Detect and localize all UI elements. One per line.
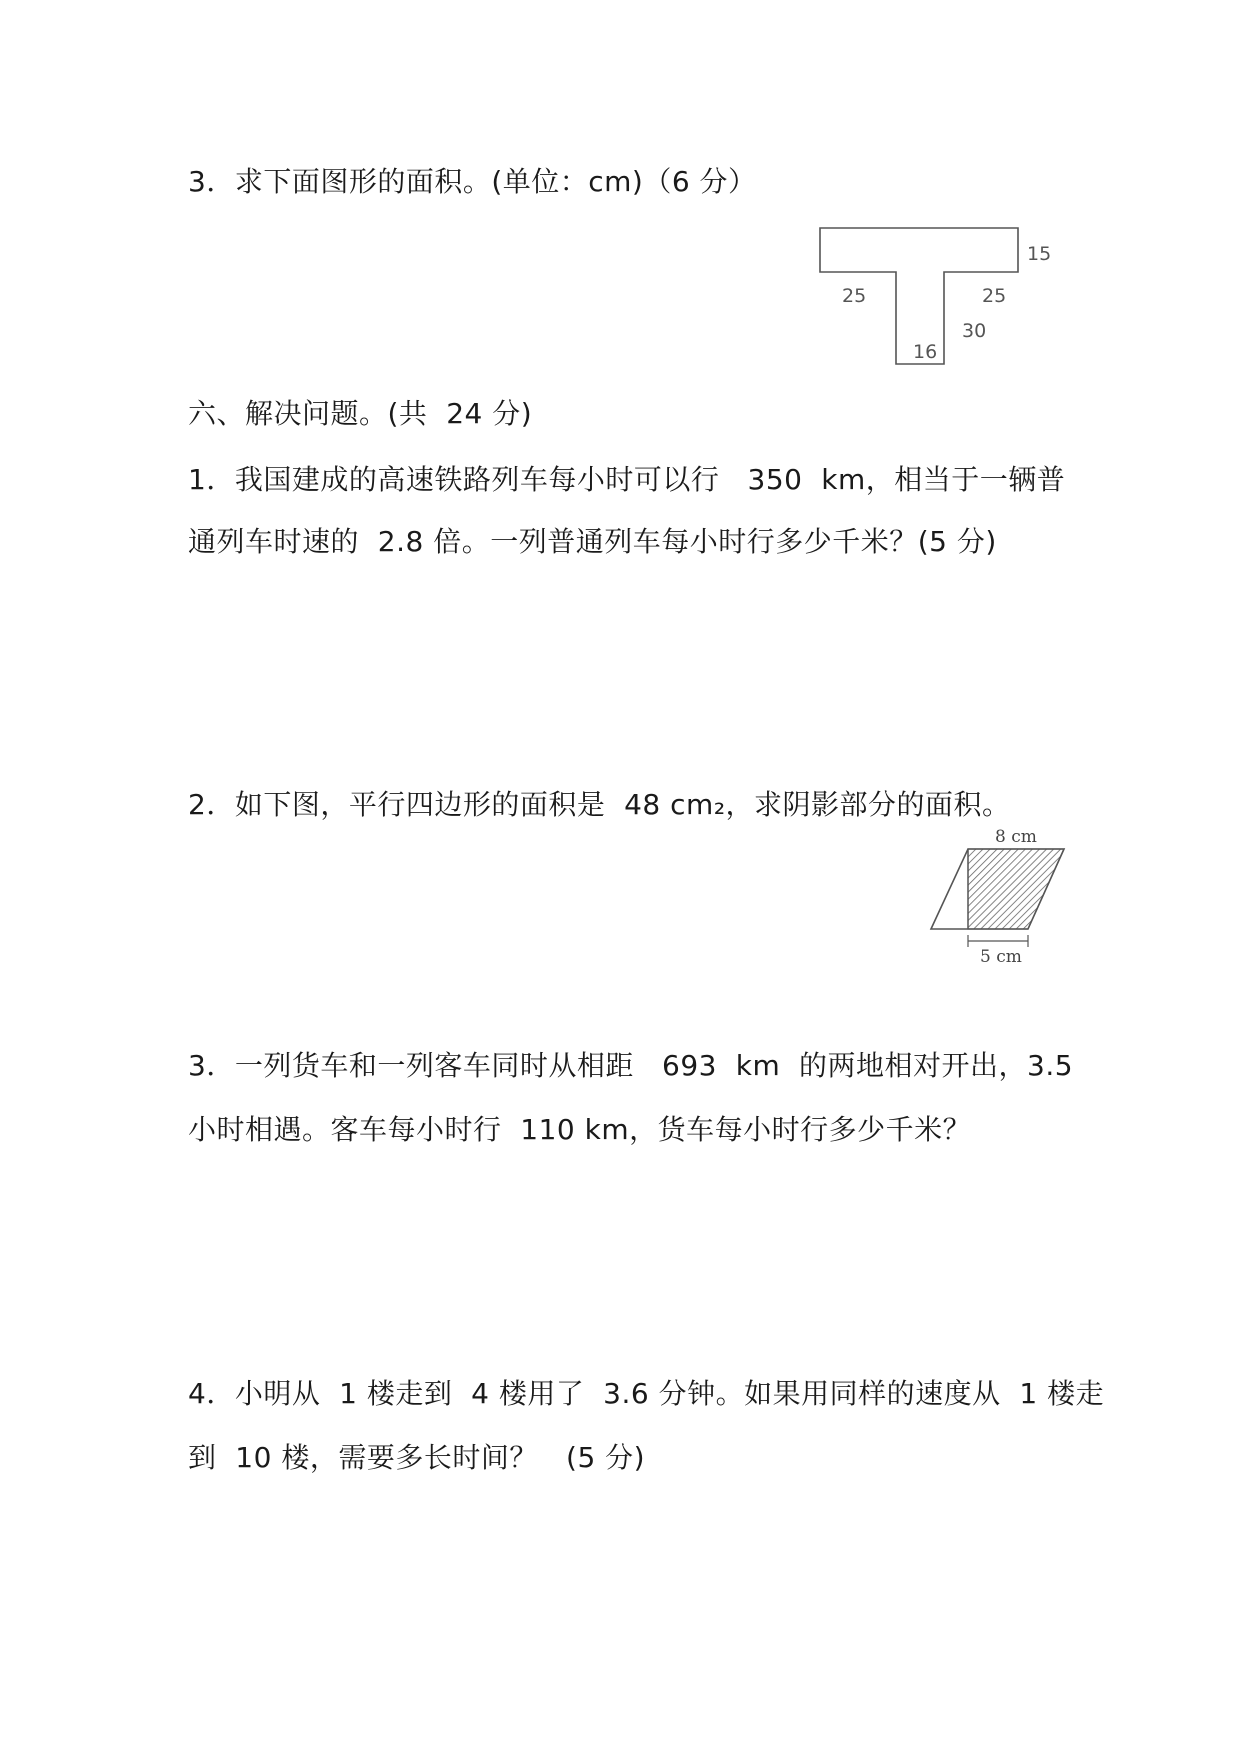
- problem-1-line-1: 1．我国建成的高速铁路列车每小时可以行 350 km，相当于一辆普: [188, 463, 1066, 496]
- label-bottom-5cm: 5 cm: [980, 947, 1022, 967]
- question-area-prompt: 3．求下面图形的面积。(单位：cm)（6 分）: [188, 165, 757, 198]
- problem-4-line-1: 4．小明从 1 楼走到 4 楼用了 3.6 分钟。如果用同样的速度从 1 楼走: [188, 1377, 1105, 1410]
- problem-1-line-2: 通列车时速的 2.8 倍。一列普通列车每小时行多少千米？(5 分): [188, 525, 997, 558]
- label-top-height: 15: [1027, 243, 1052, 265]
- t-shape-outline: [820, 228, 1018, 364]
- problem-3-line-2: 小时相遇。客车每小时行 110 km，货车每小时行多少千米？: [188, 1113, 972, 1146]
- label-stem-width: 16: [913, 341, 938, 363]
- label-right-overhang: 25: [982, 285, 1007, 307]
- label-top-8cm: 8 cm: [995, 827, 1037, 847]
- problem-4-line-2: 到 10 楼，需要多长时间？ (5 分): [188, 1441, 646, 1474]
- section-heading: 六、解决问题。(共 24 分): [188, 397, 533, 430]
- label-left-overhang: 25: [842, 285, 867, 307]
- problem-2-line-1: 2．如下图，平行四边形的面积是 48 cm₂，求阴影部分的面积。: [188, 788, 1011, 821]
- parallelogram-outline: [931, 849, 1064, 929]
- problem-3-line-1: 3．一列货车和一列客车同时从相距 693 km 的两地相对开出，3.5: [188, 1049, 1074, 1082]
- shaded-region: [968, 849, 1064, 929]
- label-stem-height: 30: [962, 320, 987, 342]
